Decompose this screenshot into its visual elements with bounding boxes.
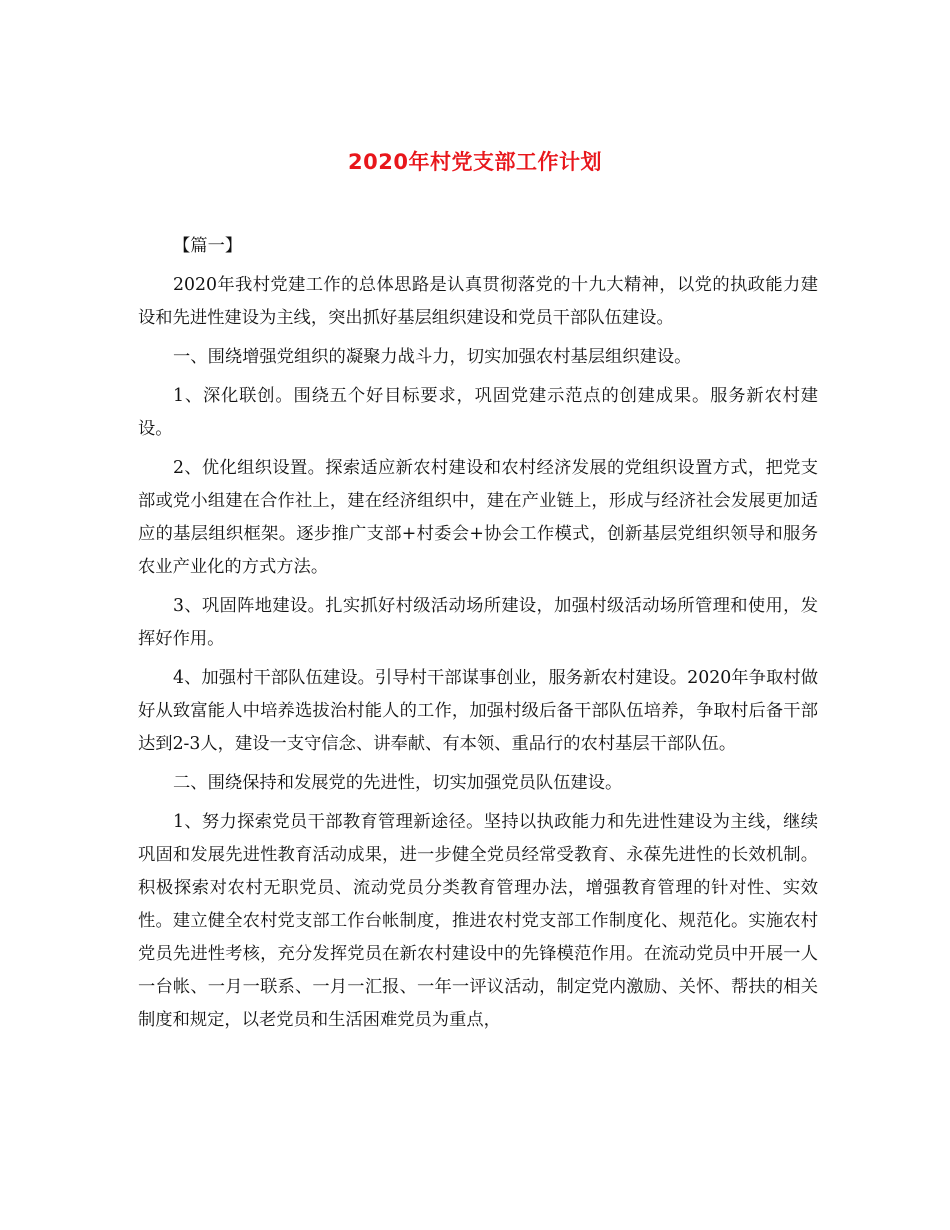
paragraph-item-1-1: 1、深化联创。围绕五个好目标要求，巩固党建示范点的创建成果。服务新农村建设。: [138, 386, 818, 439]
heading-section-2: 二、围绕保持和发展党的先进性，切实加强党员队伍建设。: [173, 773, 623, 793]
paragraph-item-1-2: 2、优化组织设置。探索适应新农村建设和农村经济发展的党组织设置方式，把党支部或党小组建在合作社上，建在经济组织中，建在产业链上，形成与经济社会发展更加适应的基层组织框架。逐步推广支部+村委会+协会工作模式，创新基层党组织领导和服务农业产业化的方式方法。: [138, 458, 818, 577]
document-title: 2020年村党支部工作计划: [348, 150, 602, 174]
paragraph-intro: 2020年我村党建工作的总体思路是认真贯彻落党的十九大精神，以党的执政能力建设和先进性建设为主线，突出抓好基层组织建设和党员干部队伍建设。: [138, 275, 818, 328]
heading-section-1: 一、围绕增强党组织的凝聚力战斗力，切实加强农村基层组织建设。: [173, 347, 692, 367]
paragraph-item-1-3: 3、巩固阵地建设。扎实抓好村级活动场所建设，加强村级活动场所管理和使用，发挥好作用。: [138, 596, 818, 649]
paragraph-item-1-4: 4、加强村干部队伍建设。引导村干部谋事创业，服务新农村建设。2020年争取村做好从致富能人中培养选拔治村能人的工作，加强村级后备干部队伍培养，争取村后备干部达到2-3人，建设一支守信念、讲奉献、有本领、重品行的农村基层干部队伍。: [138, 668, 818, 754]
section-tag: 【篇一】: [173, 236, 243, 256]
paragraph-item-2-1: 1、努力探索党员干部教育管理新途径。坚持以执政能力和先进性建设为主线，继续巩固和发展先进性教育活动成果，进一步健全党员经常受教育、永葆先进性的长效机制。积极探索对农村无职党员、流动党员分类教育管理办法，增强教育管理的针对性、实效性。建立健全农村党支部工作台帐制度，推进农村党支部工作制度化、规范化。实施农村党员先进性考核，充分发挥党员在新农村建设中的先锋模范作用。在流动党员中开展一人一台帐、一月一联系、一月一汇报、一年一评议活动，制定党内激励、关怀、帮扶的相关制度和规定，以老党员和生活困难党员为重点，: [138, 812, 818, 1030]
document-body: [138, 230, 818, 1043]
